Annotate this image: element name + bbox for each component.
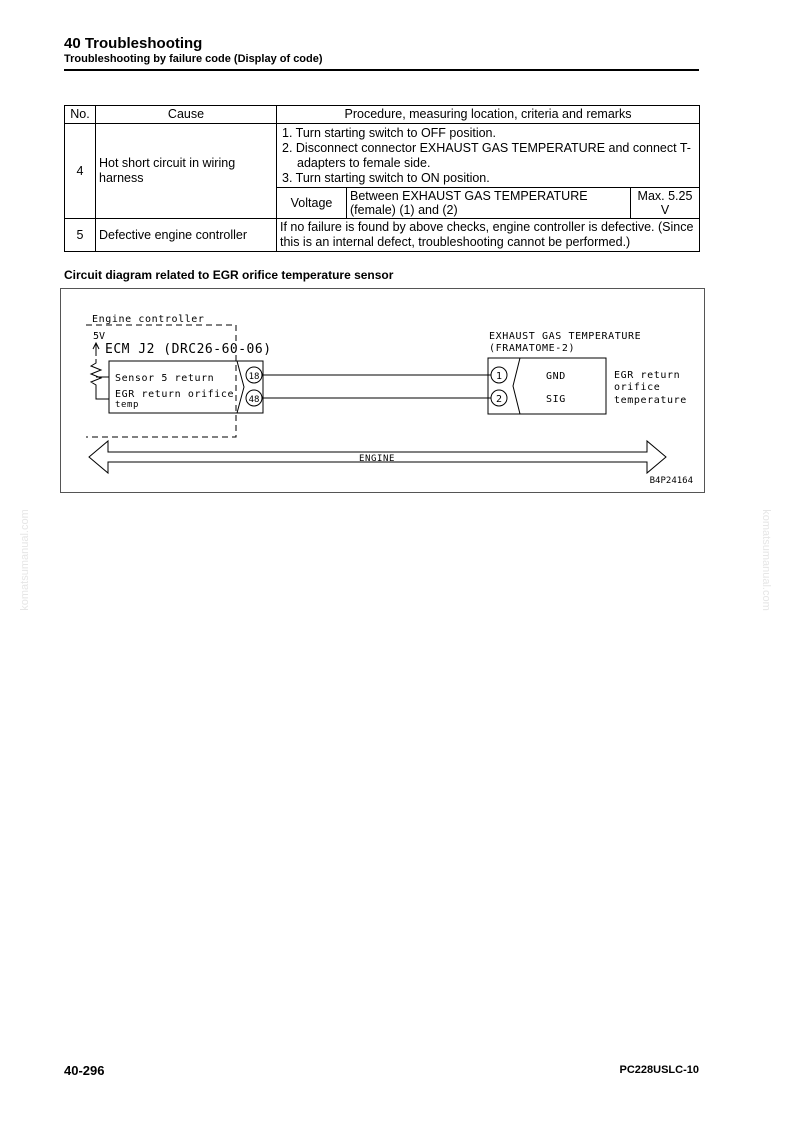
supply-arrow <box>93 343 99 356</box>
row-procedure <box>277 124 700 219</box>
table-row <box>65 124 700 219</box>
table-row <box>65 219 700 252</box>
header-rule <box>64 69 699 71</box>
ecm-pin-number: 48 <box>248 395 260 405</box>
measure-value: Max. 5.25 V <box>631 188 700 219</box>
row-cause: Hot short circuit in wiring harness <box>96 124 277 219</box>
ecm-pin-label: EGR return orifice <box>115 389 235 400</box>
col-procedure-header: Procedure, measuring location, criteria and remarks <box>277 106 700 124</box>
sensor-desc: orifice <box>614 382 661 393</box>
ecm-pin-label: Sensor 5 return <box>115 373 215 384</box>
sensor-connector: (FRAMATOME-2) <box>489 343 576 354</box>
measure-location: Between EXHAUST GAS TEMPERATURE (female) (1) and (2) <box>347 188 631 219</box>
supply-label: 5V <box>93 331 106 342</box>
col-cause-header: Cause <box>96 106 277 124</box>
section-title: 40 Troubleshooting <box>64 35 203 52</box>
row-cause: Defective engine controller <box>96 219 277 252</box>
row-no: 4 <box>65 124 96 219</box>
pullup-resistor <box>91 359 101 389</box>
diagram-title: Circuit diagram related to EGR orifice temperature sensor <box>64 268 394 282</box>
sensor-connector-box <box>488 358 606 414</box>
troubleshooting-table <box>64 105 700 252</box>
circuit-diagram <box>60 288 705 493</box>
page-number: 40-296 <box>64 1063 105 1078</box>
sensor-pin-label: SIG <box>546 394 566 405</box>
col-no-header: No. <box>65 106 96 124</box>
section-subtitle: Troubleshooting by failure code (Display of code) <box>64 53 323 65</box>
watermark: komatsumanual.com <box>760 509 772 611</box>
harness-label: ENGINE <box>358 454 396 464</box>
measure-type: Voltage <box>277 188 347 219</box>
table-header-row <box>65 106 700 124</box>
watermark: komatsumanual.com <box>19 509 31 611</box>
row-no: 5 <box>65 219 96 252</box>
figure-code: B4P24164 <box>649 476 693 486</box>
sensor-desc: EGR return <box>614 370 681 381</box>
ecm-connector-label: ECM J2 (DRC26-60-06) <box>105 342 272 357</box>
measurement-table <box>277 187 699 218</box>
ecm-pin-number: 18 <box>248 372 260 382</box>
ecm-pin-label-cont: temp <box>115 400 140 410</box>
sensor-desc: temperature <box>614 395 687 406</box>
circuit-diagram-svg <box>61 289 704 492</box>
sensor-pin-number: 1 <box>495 371 503 382</box>
model-code: PC228USLC-10 <box>619 1064 699 1076</box>
procedure-steps <box>277 124 699 187</box>
sensor-name: EXHAUST GAS TEMPERATURE <box>489 331 642 342</box>
procedure-step: 1. Turn starting switch to OFF position. <box>282 126 496 140</box>
sensor-pin-number: 2 <box>495 394 503 405</box>
sensor-pin-label: GND <box>546 371 566 382</box>
row-remarks: If no failure is found by above checks, engine controller is defective. (Since this is an internal defect, troubleshooting cannot be performed.) <box>277 219 700 252</box>
controller-label: Engine controller <box>92 314 205 325</box>
procedure-step: 3. Turn starting switch to ON position. <box>282 171 490 185</box>
procedure-step: 2. Disconnect connector EXHAUST GAS TEMPERATURE and connect T-adapters to female side. <box>282 141 691 170</box>
